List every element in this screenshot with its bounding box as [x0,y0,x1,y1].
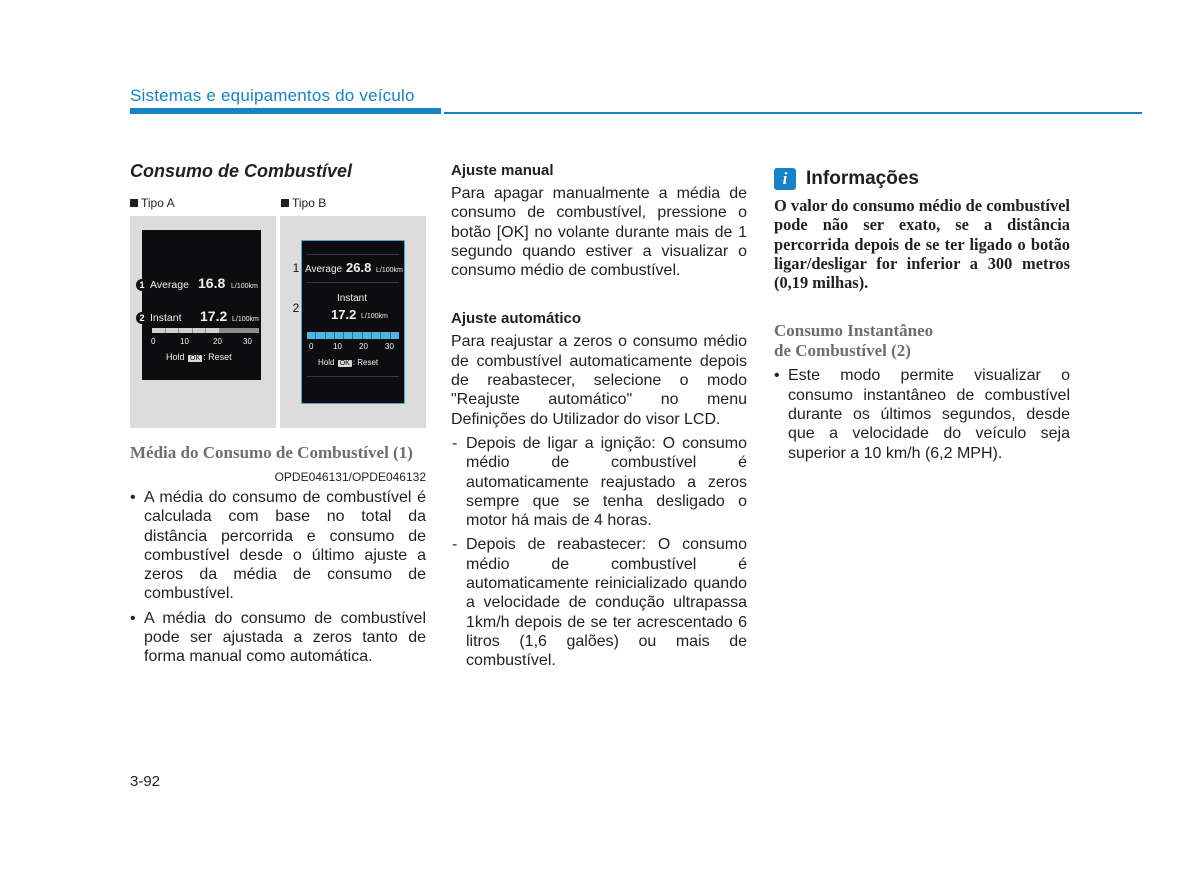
info-title: Informações [806,168,919,189]
header-rule-thick [130,108,441,114]
callout-1: 1 [292,261,300,275]
tipo-b-caption [281,196,326,210]
header-rule-thin [444,112,1142,114]
instant-unit: L/100km [361,313,388,320]
section-title: Consumo de Combustível [130,161,353,181]
instant-value: 17.2 [200,308,228,324]
auto-paragraph: Para reajustar a zeros o consumo médio de combustível automaticamente depois de reabastecer, selecione o modo "Reajuste automático" no menu Definições do Utilizador do visor LCD. [451,333,747,428]
instant-label: Instant [150,312,182,324]
square-bullet-icon [130,199,138,207]
hold-text: Hold [166,352,185,362]
instant-heading-line: Consumo Instantâneo [774,321,934,341]
instant-label: Instant [337,293,368,304]
screen-divider [307,282,399,283]
list-item: • A média do consumo de combustível pode ser ajustada a zeros tanto de forma manual como automática. [130,609,426,667]
instant-gauge-bar [307,332,399,339]
callout-2: 2 [136,312,148,324]
tick-label: 10 [180,337,189,346]
list-item: - Depois de reabastecer: O consumo médio de combustível é automaticamente reinicializado quando a velocidade de condução ultrapassa 1km/h depois de se ter acrescentado 6 litros (1,6 galões) ou mais de combustível. [451,535,747,670]
tick-label: 0 [309,342,314,351]
auto-dash-list [451,434,747,671]
tipo-a-caption [130,196,175,210]
auto-heading: Ajuste automático [451,310,582,328]
instant-heading-line: de Combustível (2) [774,341,911,361]
instant-bullet-list [774,366,1070,462]
hold-reset-hint [166,352,232,362]
list-item: • Este modo permite visualizar o consumo instantâneo de combustível durante os últimos segundos, desde que a velocidade do veículo seja superior a 10 km/h (6,2 MPH). [774,366,1070,462]
instant-value: 17.2 [331,307,357,322]
reset-text: : Reset [203,352,232,362]
panel-tipo-a [130,216,276,428]
list-item: • A média do consumo de combustível é calculada com base no total da distância percorrida e consumo de combustível desde o último ajuste a zeros da média de consumo de combustível. [130,488,426,604]
right-column [774,166,1070,468]
tick-label: 0 [151,337,156,346]
tick-label: 30 [243,337,252,346]
ok-button-glyph: OK [339,360,350,367]
average-unit: L/100km [231,283,258,290]
instant-heading [774,321,1070,361]
tick-label: 20 [359,342,368,351]
screen-divider [307,376,399,377]
figure-code: OPDE046131/OPDE046132 [274,470,426,484]
list-item: - Depois de ligar a ignição: O consumo médio de combustível é automaticamente reajustado a zeros sempre que se tenha desligado o motor há mais de 4 horas. [451,434,747,530]
average-label: Average [305,264,343,275]
manual-heading: Ajuste manual [451,162,554,179]
instant-unit: L/100km [232,316,259,323]
tipo-b-label: Tipo B [292,196,327,210]
info-icon: i [774,168,796,190]
running-header: Sistemas e equipamentos do veículo [130,86,415,105]
left-column [130,160,426,666]
media-heading: Média do Consumo de Combustível (1) [130,443,413,462]
average-unit: L/100km [376,267,403,274]
cluster-screen-b [292,240,405,404]
hold-reset-hint [318,358,378,367]
average-label: Average [150,279,189,291]
average-value: 26.8 [346,260,372,275]
tick-label: 10 [333,342,342,351]
callout-1: 1 [136,279,148,291]
reset-text: : Reset [352,358,379,367]
square-bullet-icon [281,199,289,207]
page-number: 3-92 [130,773,161,790]
media-bullet-list [130,488,426,672]
cluster-screen-a [139,230,261,380]
manual-paragraph: Para apagar manualmente a média de consumo de combustível, pressione o botão [OK] no volante durante mais de 1 segundo quando estiver a visualizar o consumo médio de combustível. [451,185,747,280]
info-note: O valor do consumo médio de combustível pode não ser exato, se a distância percorrida depois de se ter ligado o botão ligar/desligar for inferior a 300 metros (0,19 milhas). [774,196,1070,293]
info-heading [774,166,1070,192]
tick-label: 30 [385,342,394,351]
hold-text: Hold [318,358,335,367]
panel-tipo-b [280,216,426,428]
callout-2: 2 [292,301,300,315]
average-value: 16.8 [198,275,226,291]
instant-gauge-bar [152,328,259,333]
screen-divider [307,254,399,255]
tipo-a-label: Tipo A [141,196,175,210]
ok-button-glyph: OK [190,355,201,362]
tick-label: 20 [213,337,222,346]
middle-column [451,162,747,676]
